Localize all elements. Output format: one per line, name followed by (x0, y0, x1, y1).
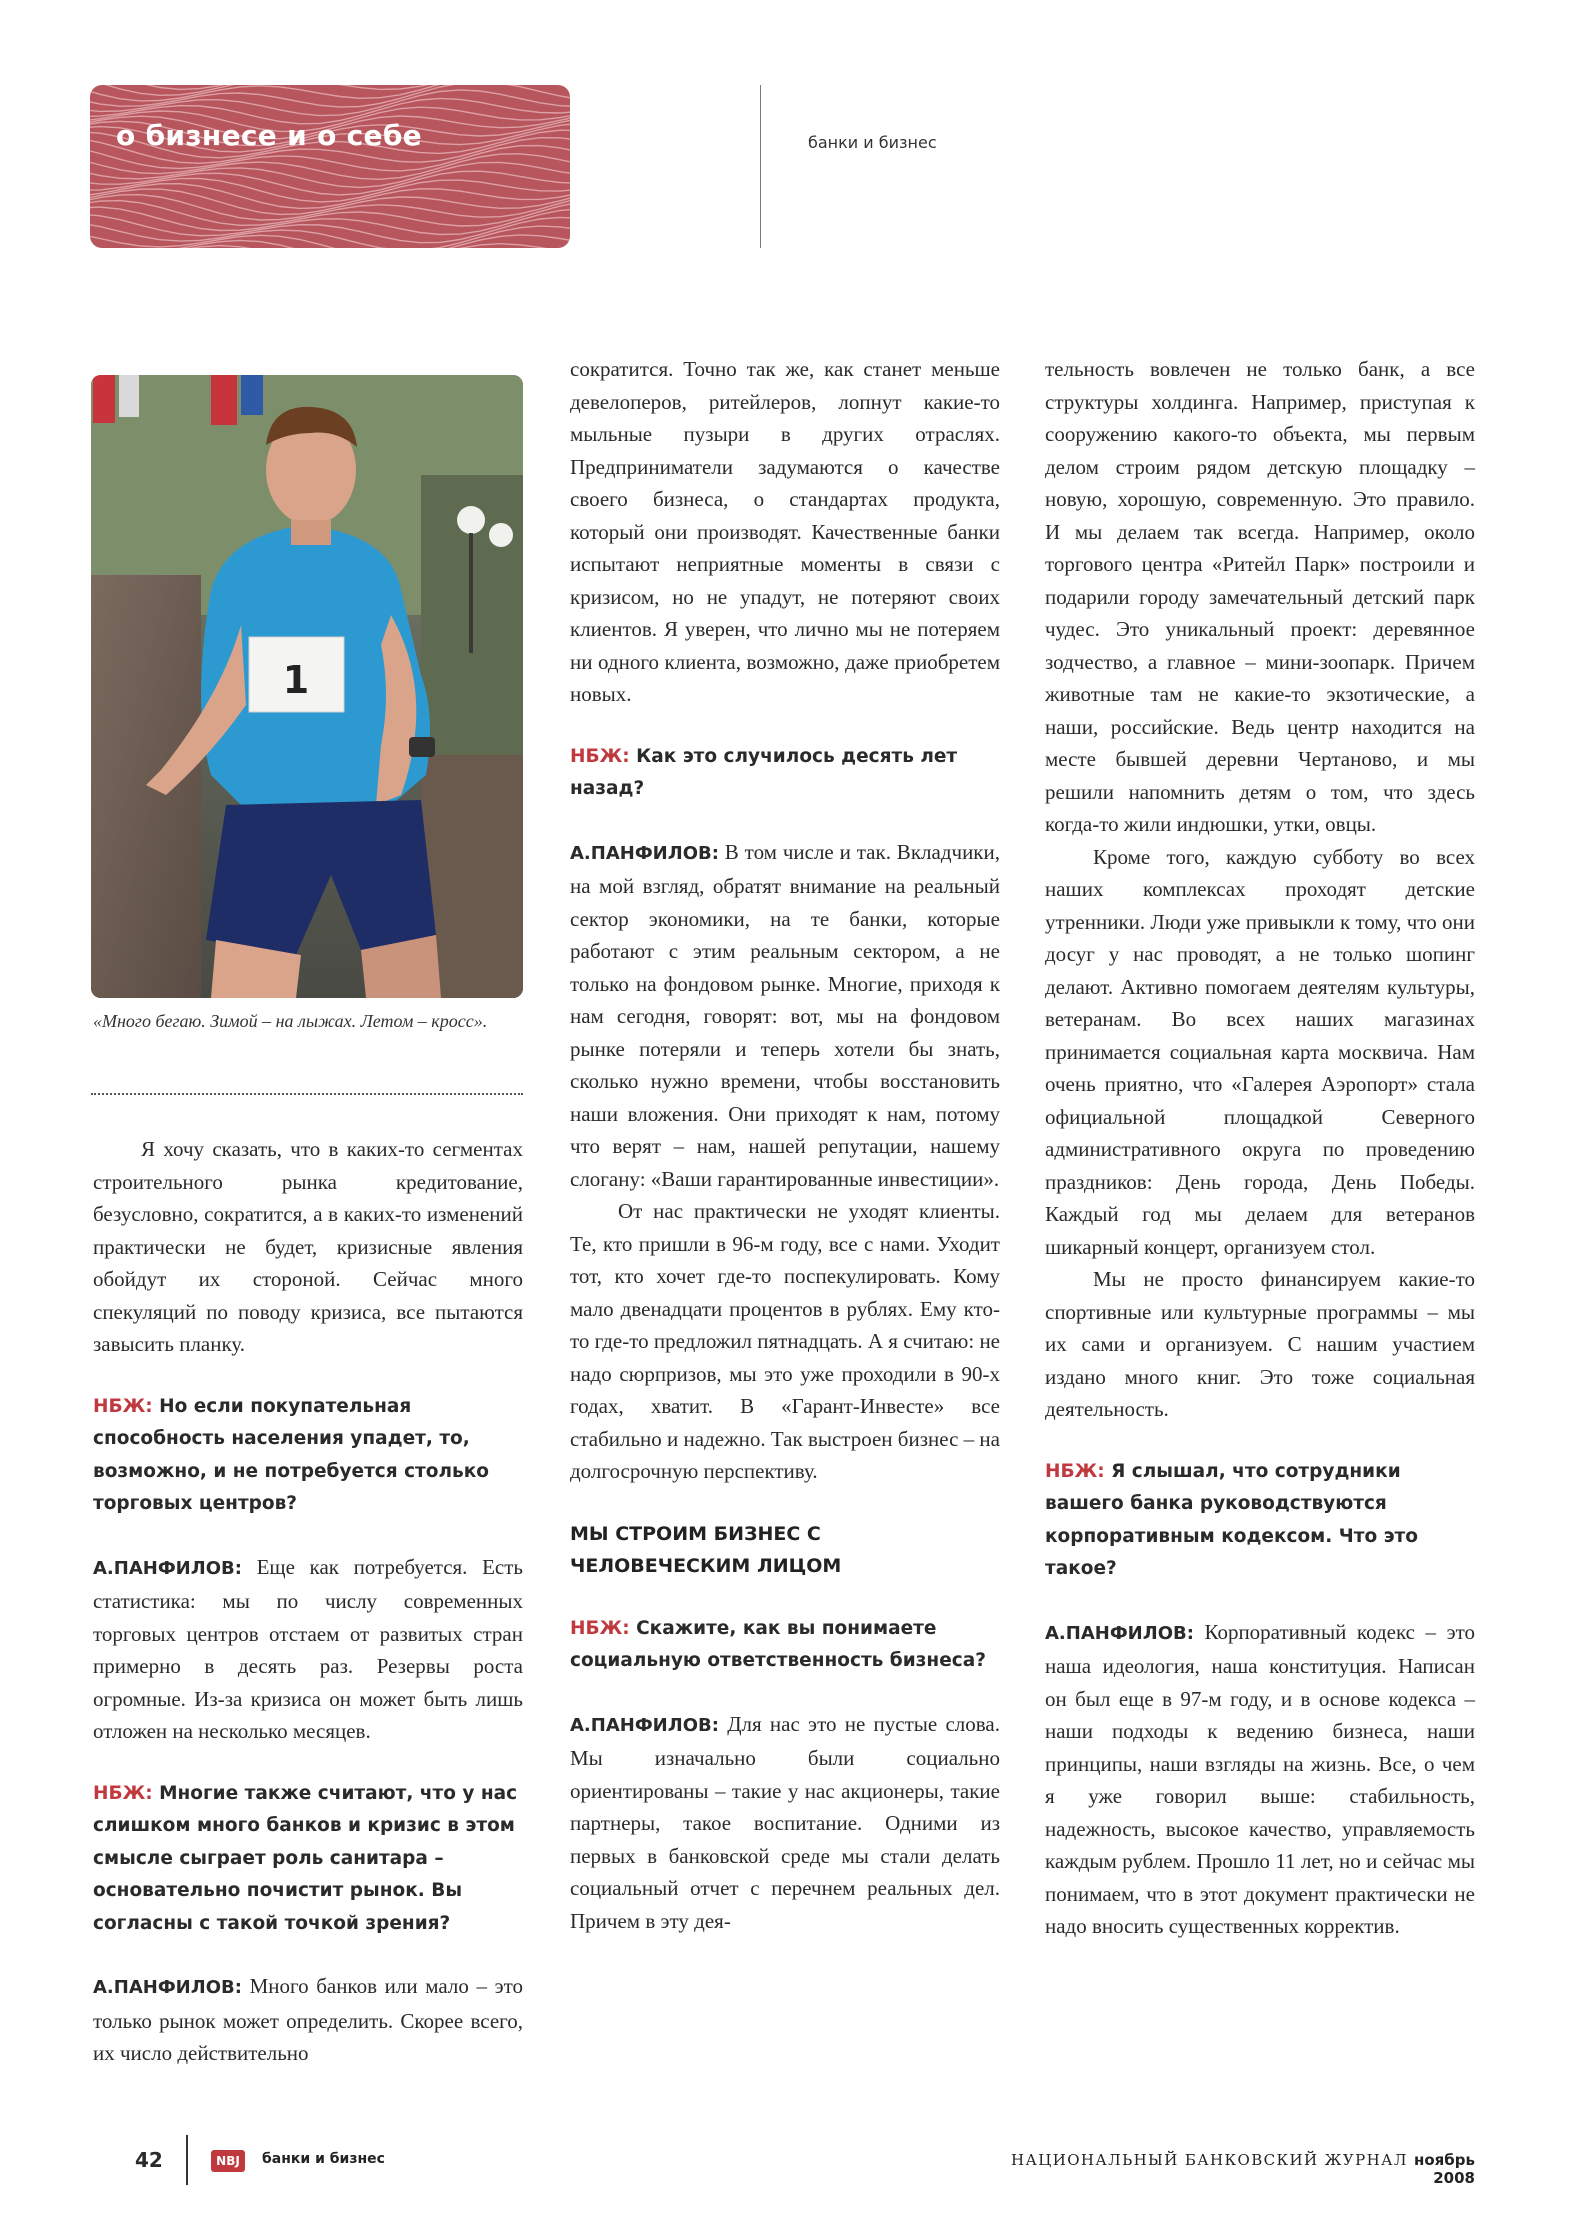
column-1 (93, 1133, 523, 2070)
answer (93, 1551, 523, 1748)
answer-text: Корпоративный кодекс – это наша идеология, наша конституция. Написан он был еще в 97-м году, и в основе кодекса – наши подходы к ведению бизнеса, наши принципы, наши взгляды на жизнь. Все, о чем я уже говорил выше: стабильность, надежность, высокое качество, управляемость каждым рублем. Прошло 11 лет, но и сейчас мы понимаем, что в этот документ практически не надо вносить существенных корректив. (1045, 1619, 1475, 1938)
paragraph: сократится. Точно так же, как станет меньше девелоперов, ритейлеров, лопнут какие-то мыльные пузыри в других отраслях. Предприниматели задумаются о качестве своего бизнеса, о стандартах продукта, который они производят. Качественные банки испытают неприятные моменты в связи с кризисом, но не упадут, не потеряют своих клиентов. Я уверен, что лично мы не потеряем ни одного клиента, возможно, даже приобретем новых. (570, 357, 1000, 706)
wave-line (90, 171, 570, 195)
journal-logo: NBJ (211, 2150, 245, 2172)
question (93, 1391, 523, 1521)
speaker-label: А.ПАНФИЛОВ: (1045, 1622, 1194, 1644)
answer (93, 1970, 523, 2070)
nbj-label: НБЖ: (93, 1782, 153, 1804)
paragraph: Мы не просто финансируем какие-то спортивные или культурные программы – мы их сами и организуем. С нашим участием издано много книг. Это тоже социальная деятельность. (1045, 1267, 1475, 1421)
wave-pattern (90, 85, 570, 248)
paragraph: От нас практически не уходят клиенты. Те, кто пришли в 96-м году, все с нами. Уходит тот, кто хочет где-то поспекулировать. Кому мало двенадцати процентов в рублях. Ему кто-то где-то предложил пятнадцать. А я считаю: не надо сюрпризов, мы это уже проходили в 90-х годах, хватит. В «Гарант-Инвесте» все стабильно и надежно. Так выстроен бизнес – на долгосрочную перспективу. (570, 1199, 1000, 1483)
question-text: Как это случилось десять лет назад? (570, 745, 958, 799)
rubric-banner (90, 85, 570, 248)
subheading: МЫ СТРОИМ БИЗНЕС С ЧЕЛОВЕЧЕСКИМ ЛИЦОМ (570, 1522, 842, 1577)
answer (1045, 1616, 1475, 1943)
wave-line (90, 154, 570, 180)
wave-line (90, 179, 570, 202)
wave-line (90, 184, 570, 209)
question-text: Но если покупательная способность населения упадет, то, возможно, и не потребуется столько торговых центров? (93, 1395, 489, 1514)
page-number: 42 (135, 2148, 163, 2172)
section-label: банки и бизнес (808, 133, 937, 152)
speaker-label: А.ПАНФИЛОВ: (570, 842, 719, 864)
rubric-title: о бизнесе и о себе (116, 119, 422, 152)
wave-line (90, 201, 570, 226)
runner-photo (91, 375, 523, 998)
answer (570, 1708, 1000, 1938)
column-2 (570, 353, 1000, 1937)
answer-text: Еще как потребуется. Есть статистика: мы по числу современных торговых центров отстаем от развитых стран примерно в десять раз. Резервы роста огромные. Из-за кризиса он может быть лишь отложен на несколько месяцев. (93, 1554, 523, 1743)
paragraph: Кроме того, каждую субботу во всех наших комплексах проходят детские утренники. Люди уже привыкли к тому, что они досуг у нас проводят, а не только шопинг делают. Активно помогаем деятелям культуры, ветеранам. Во всех наших магазинах принимается социальная карта москвича. Нам очень приятно, что «Галерея Аэропорт» стала официальной площадкой Северного административного округа по проведению праздников: День города, День Победы. Каждый год мы делаем для ветеранов шикарный концерт, организуем стол. (1045, 844, 1475, 1259)
question (1045, 1456, 1475, 1586)
question (93, 1778, 523, 1941)
question-text: Я слышал, что сотрудники вашего банка руководствуются корпоративным кодексом. Что это такое? (1045, 1460, 1418, 1579)
footer-journal (975, 2151, 1475, 2187)
column-3 (1045, 353, 1475, 1943)
journal-name: НАЦИОНАЛЬНЫЙ БАНКОВСКИЙ ЖУРНАЛ (1011, 2151, 1408, 2169)
paragraph: Я хочу сказать, что в каких-то сегментах строительного рынка кредитование, безусловно, сократится, а в каких-то изменений практически не будет, кризисные явления обойдут их стороной. Сейчас много спекуляций по поводу кризиса, все пытаются завысить планку. (93, 1137, 523, 1356)
answer-text: Для нас это не пустые слова. Мы изначально были социально ориентированы – такие у нас акционеры, такие партнеры, такое воспитание. Одними из первых в банковской среде мы стали делать социальный отчет с перечнем реальных дел. Причем в эту дея- (570, 1711, 1000, 1933)
answer-text: Много банков или мало – это только рынок может определить. Скорее всего, их число действительно (93, 1974, 524, 2065)
footer-section: банки и бизнес (262, 2151, 385, 2167)
nbj-label: НБЖ: (93, 1395, 153, 1417)
speaker-label: А.ПАНФИЛОВ: (93, 1557, 242, 1579)
question (570, 741, 1000, 806)
nbj-label: НБЖ: (570, 745, 630, 767)
footer-divider (186, 2135, 188, 2185)
nbj-label: НБЖ: (1045, 1460, 1105, 1482)
photo-caption: «Много бегаю. Зимой – на лыжах. Летом – кросс». (93, 1011, 488, 1031)
bib-number: 1 (282, 658, 310, 702)
speaker-label: А.ПАНФИЛОВ: (93, 1977, 242, 1998)
header-divider (760, 85, 761, 248)
dotted-separator (91, 1093, 523, 1095)
answer (570, 836, 1000, 1196)
issue-date: ноябрь 2008 (1414, 2151, 1475, 2187)
nbj-label: НБЖ: (570, 1617, 630, 1639)
paragraph: тельность вовлечен не только банк, а все структуры холдинга. Например, приступая к сооружению какого-то объекта, мы первым делом строим рядом детскую площадку – новую, хорошую, современную. Это правило. И мы делаем так всегда. Например, около торгового центра «Ритейл Парк» построили и подарили городу замечательный детский парк чудес. Это уникальный проект: деревянное зодчество, а главное – мини-зоопарк. Причем животные там не какие-то экзотические, а наши, российские. Ведь центр находится на месте бывшей деревни Чертаново, и мы решили напомнить детям о том, что здесь когда-то жили индюшки, утки, овцы. (1045, 357, 1475, 836)
speaker-label: А.ПАНФИЛОВ: (570, 1714, 719, 1736)
answer-text: В том числе и так. Вкладчики, на мой взгляд, обратят внимание на реальный сектор экономики, на те банки, которые работают с этим реальным сектором, а не только на фондовом рынке. Многие, приходя к нам сегодня, говорят: вот, мы на фондовом рынке потеряли и теперь хотели бы знать, сколько нужно времени, чтобы восстановить наши вложения. Они приходят к нам, потому что верят – нам, нашей репутации, нашему слогану: «Ваши гарантированные инвестиции». (570, 839, 1000, 1191)
question (570, 1613, 1000, 1678)
wave-line (90, 85, 570, 89)
question-text: Многие также считают, что у нас слишком много банков и кризис в этом смысле сыграет роль санитара – основательно почистит рынок. Вы согласны с такой точкой зрения? (93, 1782, 518, 1934)
question-text: Скажите, как вы понимаете социальную ответственность бизнеса? (570, 1617, 986, 1671)
